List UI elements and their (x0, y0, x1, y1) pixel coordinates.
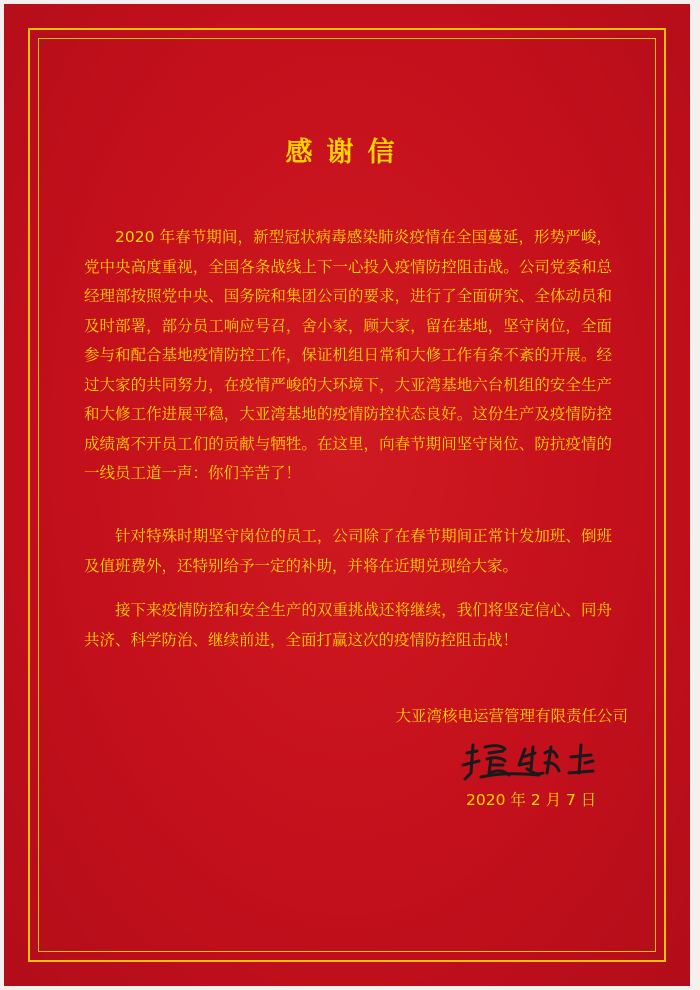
paragraph-2: 针对特殊时期坚守岗位的员工，公司除了在春节期间正常计发加班、倒班及值班费外，还特别给予一定的补助，并将在近期兑现给大家。 (84, 527, 612, 575)
letter-title: 感谢信 (285, 137, 409, 168)
company-name: 大亚湾核电运营管理有限责任公司 (395, 707, 628, 725)
handwritten-signature (459, 739, 609, 789)
paragraph-1: 2020 年春节期间，新型冠状病毒感染肺炎疫情在全国蔓延，形势严峻，党中央高度重视，全国各条战线上下一心投入疫情防控阻击战。公司党委和总经理部按照党中央、国务院和集团公司的要求，进行了全面研究、全体动员和及时部署，部分员工响应号召，舍小家，顾大家，留在基地，坚守岗位，全面参与和配合基地疫情防控工作，保证机组日常和大修工作有条不紊的开展。经过大家的共同努力，在疫情严峻的大环境下，大亚湾基地六台机组的安全生产和大修工作进展平稳，大亚湾基地的疫情防控状态良好。这份生产及疫情防控成绩离不开员工们的贡献与牺牲。在这里，向春节期间坚守岗位、防抗疫情的一线员工道一声：你们辛苦了！ (84, 228, 612, 482)
paragraph-3: 接下来疫情防控和安全生产的双重挑战还将继续，我们将坚定信心、同舟共济、科学防治、继续前进，全面打赢这次的疫情防控阻击战！ (84, 601, 612, 649)
red-background (4, 4, 690, 986)
inner-gold-border (38, 38, 656, 952)
letter-date: 2020 年 2 月 7 日 (466, 791, 597, 809)
